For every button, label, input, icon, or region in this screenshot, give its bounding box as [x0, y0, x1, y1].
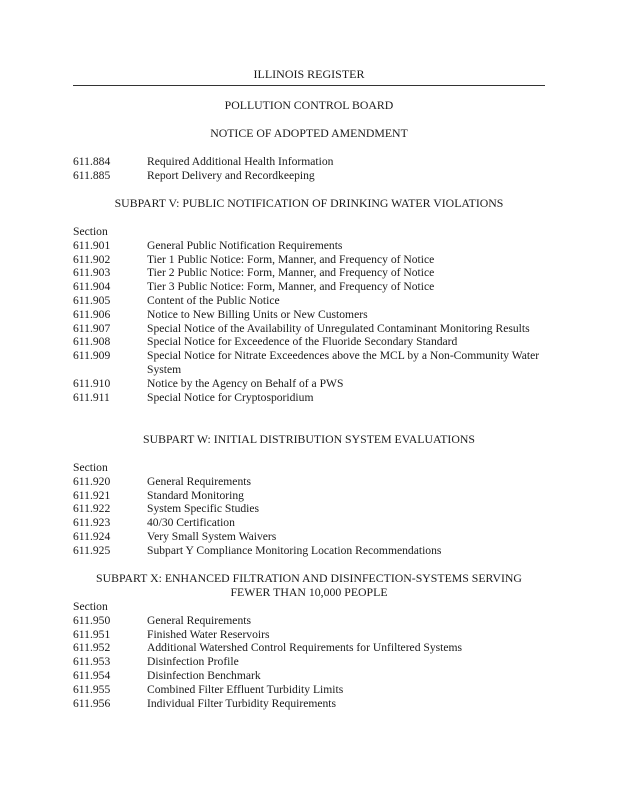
top-entries [73, 155, 543, 183]
toc-entry [73, 655, 543, 669]
section-title: Subpart Y Compliance Monitoring Location Recommendations [147, 543, 442, 557]
section-number: 611.951 [73, 627, 111, 641]
section-title: Disinfection Profile [147, 655, 239, 669]
section-title: Content of the Public Notice [147, 293, 280, 307]
toc-entry [73, 683, 543, 697]
section-number: 611.950 [73, 613, 111, 627]
agency-heading: POLLUTION CONTROL BOARD [224, 98, 394, 112]
section-title: Notice to New Billing Units or New Customers [147, 307, 368, 321]
toc-entry [73, 489, 543, 503]
section-number: 611.885 [73, 168, 111, 182]
notice-heading: NOTICE OF ADOPTED AMENDMENT [210, 126, 408, 140]
toc-entry [73, 322, 543, 336]
subpart-x-heading-line1: SUBPART X: ENHANCED FILTRATION AND DISINFECTION-SYSTEMS SERVING [96, 571, 522, 585]
toc-entry [73, 169, 543, 183]
subpart-v-entries [73, 225, 543, 404]
section-label: Section [73, 225, 108, 238]
toc-entry [73, 155, 543, 169]
section-number: 611.921 [73, 488, 111, 502]
section-number: 611.911 [73, 390, 110, 404]
section-title: Disinfection Benchmark [147, 668, 261, 682]
toc-entry [73, 266, 543, 280]
section-number: 611.954 [73, 668, 111, 682]
toc-entry [73, 391, 543, 405]
toc-entry [73, 335, 543, 349]
toc-entry [73, 516, 543, 530]
section-title: Standard Monitoring [147, 488, 244, 502]
subpart-x-heading-line2: FEWER THAN 10,000 PEOPLE [230, 584, 388, 599]
section-number: 611.903 [73, 266, 111, 280]
section-title: General Requirements [147, 613, 251, 627]
toc-entry [73, 475, 543, 489]
subpart-x-entries [73, 600, 543, 710]
section-number: 611.955 [73, 682, 111, 696]
section-number: 611.906 [73, 307, 111, 321]
section-title: Tier 3 Public Notice: Form, Manner, and Frequency of Notice [147, 280, 435, 294]
toc-entry [73, 308, 543, 322]
section-title: Additional Watershed Control Requirements for Unfiltered Systems [147, 641, 463, 655]
register-title: ILLINOIS REGISTER [253, 67, 365, 81]
toc-entry [73, 669, 543, 683]
section-title: Finished Water Reservoirs [147, 627, 270, 641]
toc-entry [73, 502, 543, 516]
toc-entry [73, 280, 543, 294]
subpart-x-heading [60, 572, 558, 600]
section-number: 611.925 [73, 543, 111, 557]
section-title: System Specific Studies [147, 502, 260, 516]
section-title: Tier 2 Public Notice: Form, Manner, and Frequency of Notice [147, 266, 435, 280]
section-number: 611.905 [73, 293, 111, 307]
section-title: 40/30 Certification [147, 516, 235, 530]
toc-entry [73, 349, 543, 377]
section-title: Required Additional Health Information [147, 155, 334, 168]
section-number: 611.952 [73, 641, 111, 655]
section-number: 611.924 [73, 529, 111, 543]
subpart-w-heading: SUBPART W: INITIAL DISTRIBUTION SYSTEM EVALUATIONS [143, 432, 475, 446]
section-number: 611.902 [73, 252, 111, 266]
section-number: 611.908 [73, 335, 111, 349]
section-number: 611.904 [73, 280, 111, 294]
toc-entry [73, 544, 543, 558]
section-title: General Public Notification Requirements [147, 238, 343, 252]
section-title: Special Notice for Nitrate Exceedences above the MCL by a Non-Community Water System [147, 349, 540, 376]
section-number: 611.909 [73, 349, 111, 363]
toc-entry [73, 697, 543, 711]
section-number: 611.884 [73, 155, 111, 168]
section-number: 611.907 [73, 321, 111, 335]
section-title: Special Notice for Exceedence of the Fluoride Secondary Standard [147, 335, 458, 349]
section-title: Notice by the Agency on Behalf of a PWS [147, 376, 344, 390]
toc-entry [73, 530, 543, 544]
subpart-v-heading: SUBPART V: PUBLIC NOTIFICATION OF DRINKING WATER VIOLATIONS [114, 196, 504, 210]
section-number: 611.920 [73, 474, 111, 488]
subpart-w-entries [73, 461, 543, 558]
section-title: Special Notice of the Availability of Unregulated Contaminant Monitoring Results [147, 321, 530, 335]
section-title: Tier 1 Public Notice: Form, Manner, and Frequency of Notice [147, 252, 435, 266]
section-title: Special Notice for Cryptosporidium [147, 390, 314, 404]
toc-entry [73, 628, 543, 642]
toc-entry [73, 641, 543, 655]
section-title: Combined Filter Effluent Turbidity Limits [147, 682, 344, 696]
section-title: Individual Filter Turbidity Requirements [147, 696, 337, 710]
section-label: Section [73, 461, 108, 474]
toc-entry [73, 294, 543, 308]
toc-entry [73, 377, 543, 391]
toc-entry [73, 253, 543, 267]
section-number: 611.956 [73, 696, 111, 710]
toc-entry [73, 614, 543, 628]
header-rule [73, 85, 545, 86]
section-number: 611.901 [73, 238, 111, 252]
section-label: Section [73, 600, 108, 613]
section-number: 611.953 [73, 655, 111, 669]
section-number: 611.923 [73, 516, 111, 530]
section-title: Report Delivery and Recordkeeping [147, 168, 315, 182]
section-title: Very Small System Waivers [147, 529, 277, 543]
toc-entry [73, 239, 543, 253]
section-number: 611.922 [73, 502, 111, 516]
section-number: 611.910 [73, 376, 111, 390]
section-title: General Requirements [147, 474, 251, 488]
